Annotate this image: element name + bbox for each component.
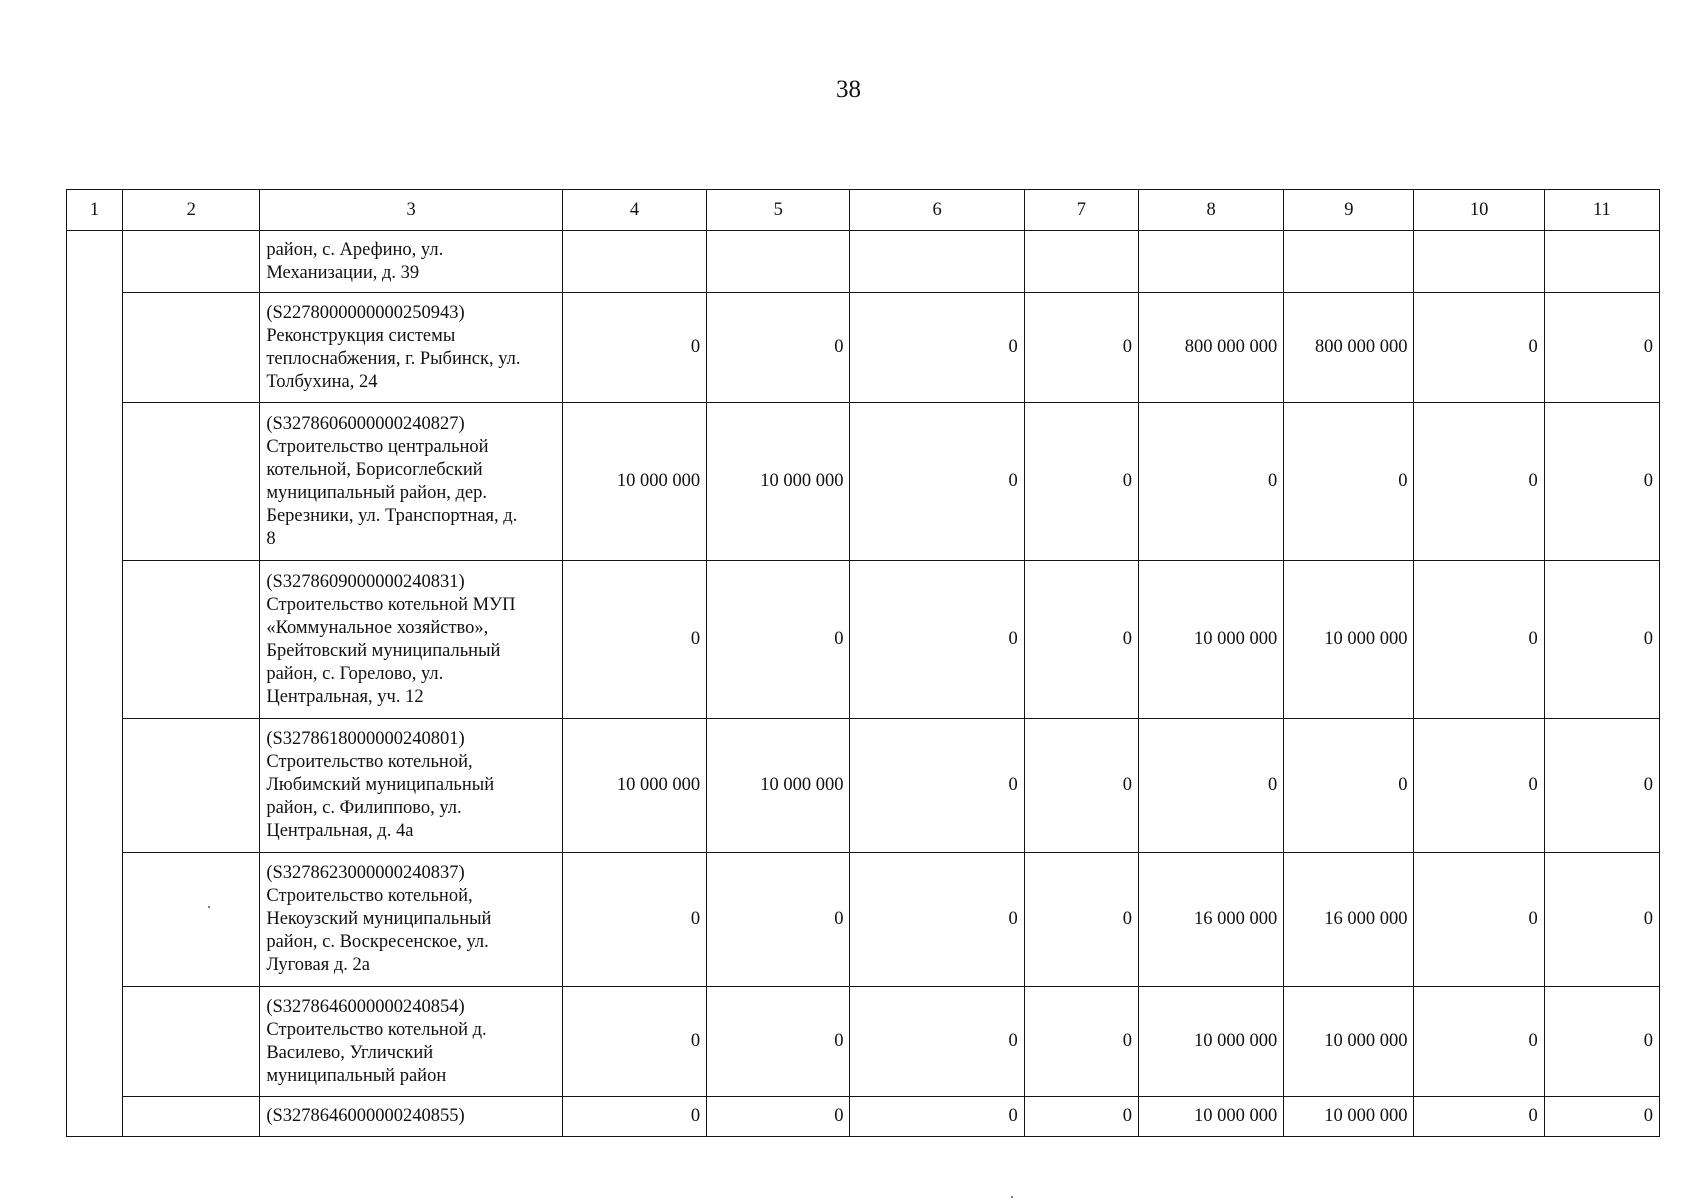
value-cell-col-10: 0 [1414,1097,1544,1137]
value-cell-col-11 [1544,231,1659,293]
value-cell-col-11: 0 [1544,293,1659,403]
description-line: (S2278000000000250943) [266,302,465,323]
description-line: Центральная, д. 4а [266,821,414,841]
description-line: 8 [266,528,276,549]
description-line: Луговая д. 2а [266,955,371,975]
description-cell [260,719,563,853]
col-2-cell [123,293,260,403]
value-cell-col-9: 0 [1284,403,1414,561]
value-cell-col-9: 16 000 000 [1284,853,1414,987]
value-cell-col-5 [707,231,850,293]
value-cell-col-10: 0 [1414,293,1544,403]
value-cell-col-5: 10 000 000 [707,719,850,853]
value-cell-col-6: 0 [850,853,1024,987]
value-cell-col-9: 0 [1284,719,1414,853]
description-cell [260,231,563,293]
value-cell-col-10: 0 [1414,987,1544,1097]
value-cell-col-8: 10 000 000 [1138,987,1283,1097]
col-2-cell [123,719,260,853]
value-cell-col-11: 0 [1544,403,1659,561]
table-row [67,853,1660,987]
value-cell-col-6: 0 [850,1097,1024,1137]
value-cell-col-9: 10 000 000 [1284,987,1414,1097]
value-cell-col-7: 0 [1024,853,1138,987]
table-row [67,293,1660,403]
value-cell-col-4: 10 000 000 [562,403,706,561]
description-line: (S3278609000000240831) [266,571,465,592]
value-cell-col-10: 0 [1414,719,1544,853]
description-line: Центральная, уч. 12 [266,686,424,707]
col-2-cell [123,1097,260,1137]
value-cell-col-4: 0 [562,987,706,1097]
value-cell-col-9: 800 000 000 [1284,293,1414,403]
value-cell-col-7: 0 [1024,1097,1138,1137]
value-cell-col-10: 0 [1414,403,1544,561]
description-cell [260,561,563,719]
value-cell-col-8: 10 000 000 [1138,561,1283,719]
col-2-cell [123,403,260,561]
value-cell-col-8: 0 [1138,403,1283,561]
value-cell-col-7 [1024,231,1138,293]
description-line: муниципальный район, дер. [266,482,487,503]
column-header: 2 [123,190,260,231]
description-line: (S3278646000000240854) [266,996,465,1017]
value-cell-col-11: 0 [1544,853,1659,987]
description-cell [260,853,563,987]
column-header: 8 [1138,190,1283,231]
column-header: 5 [707,190,850,231]
value-cell-col-10: 0 [1414,853,1544,987]
column-header: 7 [1024,190,1138,231]
value-cell-col-7: 0 [1024,719,1138,853]
description-line: Некоузский муниципальный [266,909,492,929]
col-1-cell [67,231,123,1137]
value-cell-col-11: 0 [1544,719,1659,853]
description-line: Брейтовский муниципальный [266,640,501,661]
value-cell-col-8: 0 [1138,719,1283,853]
description-line: (S3278646000000240855) [266,1106,465,1126]
value-cell-col-5: 0 [707,987,850,1097]
budget-table [66,189,1660,1137]
value-cell-col-7: 0 [1024,293,1138,403]
scan-speck [208,906,210,908]
table-row [67,1097,1660,1137]
value-cell-col-8: 16 000 000 [1138,853,1283,987]
description-line: Строительство котельной МУП [266,594,516,615]
value-cell-col-9: 10 000 000 [1284,561,1414,719]
value-cell-col-7: 0 [1024,561,1138,719]
col-2-cell [123,987,260,1097]
value-cell-col-6 [850,231,1024,293]
description-line: Механизации, д. 39 [266,262,420,283]
value-cell-col-7: 0 [1024,403,1138,561]
table-row [67,561,1660,719]
value-cell-col-11: 0 [1544,1097,1659,1137]
column-header: 1 [67,190,123,231]
description-line: Реконструкция системы [266,325,456,346]
table-row [67,231,1660,293]
description-line: район, с. Горелово, ул. [266,663,444,684]
value-cell-col-10 [1414,231,1544,293]
description-line: теплоснабжения, г. Рыбинск, ул. [266,348,521,369]
description-line: район, с. Филиппово, ул. [266,798,462,818]
value-cell-col-5: 0 [707,561,850,719]
description-line: «Коммунальное хозяйство», [266,617,489,638]
description-line: Толбухина, 24 [266,371,378,392]
description-line: муниципальный район [266,1065,447,1086]
description-cell [260,293,563,403]
value-cell-col-6: 0 [850,403,1024,561]
value-cell-col-5: 0 [707,293,850,403]
value-cell-col-6: 0 [850,293,1024,403]
description-line: (S3278623000000240837) [266,863,465,883]
column-header: 3 [260,190,563,231]
table-body [67,231,1660,1137]
value-cell-col-8 [1138,231,1283,293]
description-line: котельной, Борисоглебский [266,459,483,480]
column-number-row [67,190,1660,231]
description-line: район, с. Арефино, ул. [266,239,444,260]
col-2-cell [123,853,260,987]
description-line: район, с. Воскресенское, ул. [266,932,489,952]
value-cell-col-11: 0 [1544,987,1659,1097]
description-cell [260,1097,563,1137]
column-header: 6 [850,190,1024,231]
description-line: Строительство центральной [266,436,489,457]
description-line: (S3278618000000240801) [266,729,465,749]
value-cell-col-5: 10 000 000 [707,403,850,561]
value-cell-col-4: 0 [562,853,706,987]
value-cell-col-5: 0 [707,1097,850,1137]
table-row [67,719,1660,853]
description-cell [260,987,563,1097]
scan-speck [1011,1196,1013,1198]
column-header: 10 [1414,190,1544,231]
description-line: Строительство котельной, [266,752,473,772]
description-cell [260,403,563,561]
value-cell-col-4: 0 [562,293,706,403]
col-2-cell [123,231,260,293]
description-line: (S3278606000000240827) [266,413,465,434]
value-cell-col-4 [562,231,706,293]
value-cell-col-8: 800 000 000 [1138,293,1283,403]
description-line: Василево, Угличский [266,1042,434,1063]
value-cell-col-9: 10 000 000 [1284,1097,1414,1137]
table-row [67,987,1660,1097]
col-2-cell [123,561,260,719]
value-cell-col-6: 0 [850,719,1024,853]
column-header: 4 [562,190,706,231]
value-cell-col-4: 0 [562,1097,706,1137]
value-cell-col-6: 0 [850,561,1024,719]
value-cell-col-5: 0 [707,853,850,987]
column-header: 11 [1544,190,1659,231]
description-line: Строительство котельной д. [266,1019,487,1040]
value-cell-col-4: 0 [562,561,706,719]
value-cell-col-10: 0 [1414,561,1544,719]
value-cell-col-7: 0 [1024,987,1138,1097]
page-number: 38 [836,76,861,103]
description-line: Любимский муниципальный [266,775,495,795]
column-header: 9 [1284,190,1414,231]
value-cell-col-8: 10 000 000 [1138,1097,1283,1137]
value-cell-col-11: 0 [1544,561,1659,719]
table-row [67,403,1660,561]
description-line: Строительство котельной, [266,886,473,906]
description-line: Березники, ул. Транспортная, д. [266,505,518,526]
value-cell-col-6: 0 [850,987,1024,1097]
value-cell-col-9 [1284,231,1414,293]
value-cell-col-4: 10 000 000 [562,719,706,853]
